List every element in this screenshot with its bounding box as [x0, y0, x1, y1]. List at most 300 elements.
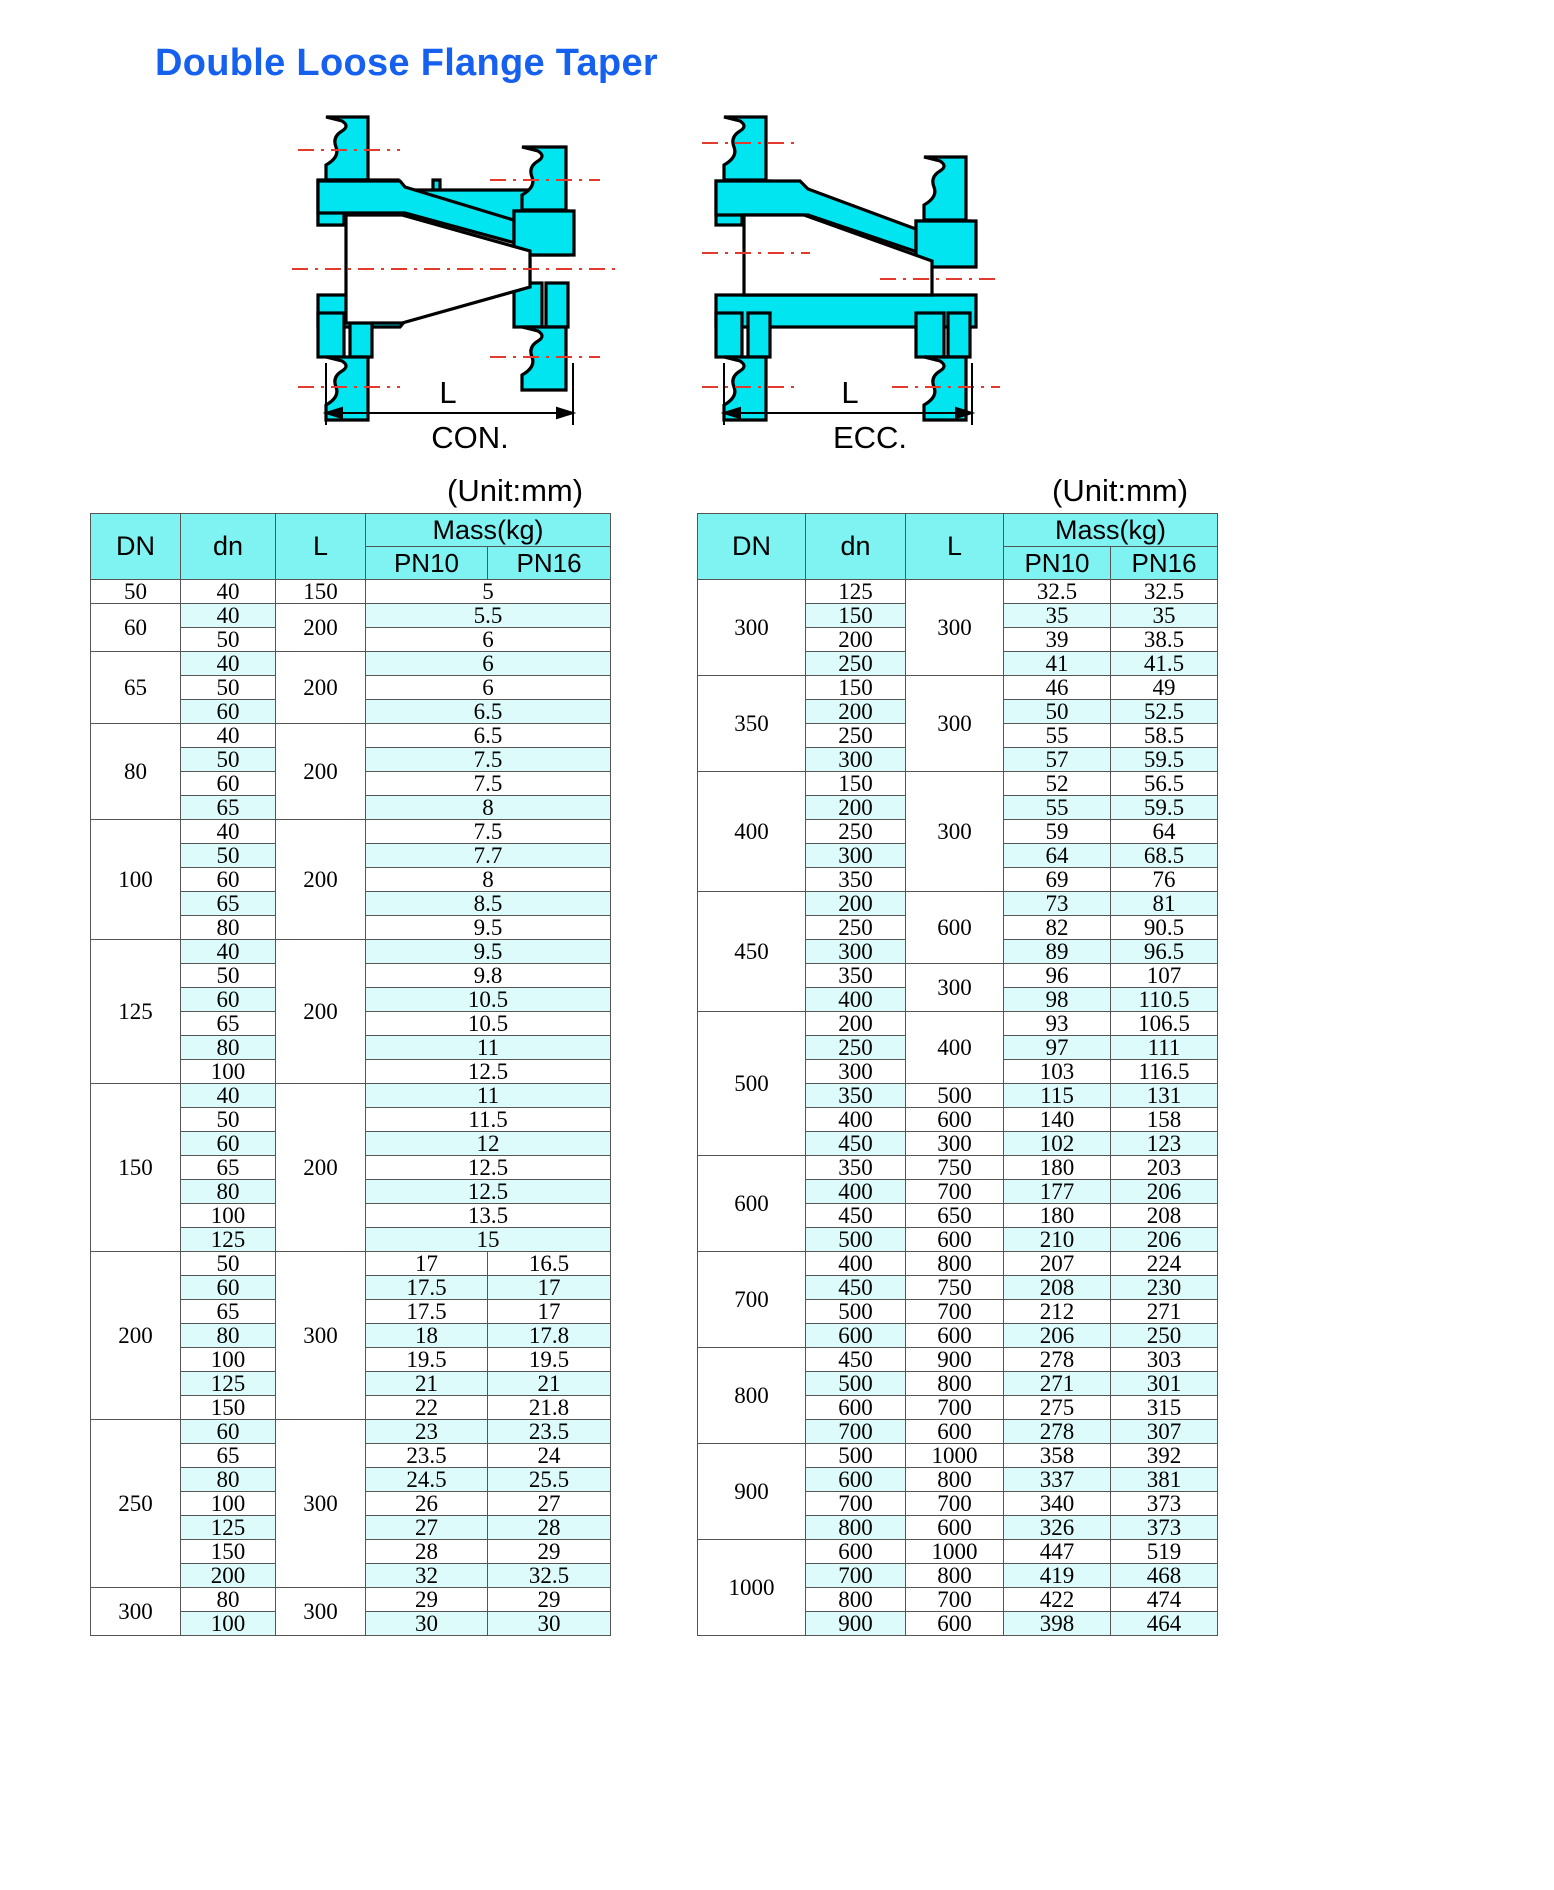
cell-dn-small: 80 [181, 1588, 276, 1612]
cell-mass-merged: 5.5 [366, 604, 611, 628]
cell-mass-pn10: 57 [1004, 748, 1111, 772]
cell-dn: 300 [91, 1588, 181, 1636]
cell-mass-pn10: 19.5 [366, 1348, 488, 1372]
cell-dn: 450 [698, 892, 806, 1012]
page-title: Double Loose Flange Taper [155, 42, 658, 84]
cell-mass-pn16: 32.5 [1111, 580, 1218, 604]
header-dn-small: dn [806, 514, 906, 580]
cell-dn-small: 200 [806, 628, 906, 652]
cell-mass-pn10: 46 [1004, 676, 1111, 700]
cell-mass-pn10: 278 [1004, 1348, 1111, 1372]
cell-dn-small: 50 [181, 676, 276, 700]
cell-dn-small: 250 [806, 916, 906, 940]
cell-dn-small: 100 [181, 1348, 276, 1372]
cell-dn-small: 60 [181, 988, 276, 1012]
cell-mass-pn10: 97 [1004, 1036, 1111, 1060]
cell-dn-small: 450 [806, 1132, 906, 1156]
cell-l: 700 [906, 1492, 1004, 1516]
cell-mass-pn10: 212 [1004, 1300, 1111, 1324]
header-pn16: PN16 [1111, 547, 1218, 580]
cell-dn: 800 [698, 1348, 806, 1444]
cell-mass-pn16: 206 [1111, 1180, 1218, 1204]
cell-mass-pn16: 35 [1111, 604, 1218, 628]
cell-mass-pn16: 381 [1111, 1468, 1218, 1492]
table-row [698, 676, 1218, 700]
cell-mass-merged: 12.5 [366, 1180, 611, 1204]
cell-mass-pn16: 307 [1111, 1420, 1218, 1444]
cell-dn-small: 350 [806, 868, 906, 892]
cell-dn-small: 150 [806, 676, 906, 700]
table-row [698, 580, 1218, 604]
cell-mass-pn10: 177 [1004, 1180, 1111, 1204]
cell-mass-pn10: 98 [1004, 988, 1111, 1012]
cell-mass-pn16: 68.5 [1111, 844, 1218, 868]
cell-mass-merged: 11.5 [366, 1108, 611, 1132]
table-row [698, 772, 1218, 796]
cell-mass-pn10: 23 [366, 1420, 488, 1444]
cell-mass-pn10: 50 [1004, 700, 1111, 724]
cell-dn-small: 150 [806, 604, 906, 628]
table-row [91, 1420, 611, 1444]
cell-dn-small: 150 [806, 772, 906, 796]
cell-mass-merged: 6 [366, 676, 611, 700]
cell-l: 400 [906, 1012, 1004, 1084]
cell-l: 600 [906, 1420, 1004, 1444]
cell-mass-pn10: 26 [366, 1492, 488, 1516]
cell-dn-small: 300 [806, 748, 906, 772]
cell-dn: 200 [91, 1252, 181, 1420]
cell-mass-pn10: 24.5 [366, 1468, 488, 1492]
cell-mass-pn10: 59 [1004, 820, 1111, 844]
cell-dn-small: 40 [181, 820, 276, 844]
cell-dn-small: 65 [181, 1300, 276, 1324]
cell-dn-small: 40 [181, 652, 276, 676]
cell-mass-pn10: 27 [366, 1516, 488, 1540]
table-right-head [698, 514, 1218, 580]
cell-mass-pn16: 30 [488, 1612, 611, 1636]
cell-dn-small: 65 [181, 796, 276, 820]
cell-mass-pn16: 111 [1111, 1036, 1218, 1060]
cell-mass-merged: 5 [366, 580, 611, 604]
cell-dn-small: 350 [806, 1156, 906, 1180]
cell-l: 1000 [906, 1540, 1004, 1564]
cell-mass-pn16: 16.5 [488, 1252, 611, 1276]
cell-dn: 300 [698, 580, 806, 676]
cell-mass-pn16: 208 [1111, 1204, 1218, 1228]
cell-mass-pn10: 398 [1004, 1612, 1111, 1636]
cell-l: 500 [906, 1084, 1004, 1108]
con-dim-label: L [439, 375, 457, 410]
cell-dn-small: 50 [181, 1252, 276, 1276]
cell-mass-pn10: 422 [1004, 1588, 1111, 1612]
cell-mass-pn16: 21 [488, 1372, 611, 1396]
cell-l: 800 [906, 1372, 1004, 1396]
cell-mass-merged: 8 [366, 796, 611, 820]
cell-mass-pn16: 59.5 [1111, 748, 1218, 772]
cell-mass-pn16: 131 [1111, 1084, 1218, 1108]
cell-l: 1000 [906, 1444, 1004, 1468]
cell-dn-small: 350 [806, 1084, 906, 1108]
cell-dn-small: 50 [181, 844, 276, 868]
header-l: L [906, 514, 1004, 580]
cell-mass-pn10: 210 [1004, 1228, 1111, 1252]
cell-mass-merged: 11 [366, 1036, 611, 1060]
cell-dn-small: 60 [181, 700, 276, 724]
cell-l: 300 [276, 1588, 366, 1636]
cell-dn: 50 [91, 580, 181, 604]
cell-mass-merged: 12 [366, 1132, 611, 1156]
cell-mass-pn10: 447 [1004, 1540, 1111, 1564]
cell-mass-pn10: 55 [1004, 796, 1111, 820]
cell-mass-pn10: 180 [1004, 1204, 1111, 1228]
cell-mass-pn16: 123 [1111, 1132, 1218, 1156]
cell-dn-small: 150 [181, 1396, 276, 1420]
cell-l: 700 [906, 1300, 1004, 1324]
cell-l: 900 [906, 1348, 1004, 1372]
cell-dn: 600 [698, 1156, 806, 1252]
cell-mass-pn10: 55 [1004, 724, 1111, 748]
cell-dn-small: 60 [181, 772, 276, 796]
cell-mass-pn16: 38.5 [1111, 628, 1218, 652]
cell-dn-small: 65 [181, 1012, 276, 1036]
cell-mass-pn16: 17 [488, 1300, 611, 1324]
cell-mass-pn16: 81 [1111, 892, 1218, 916]
cell-mass-pn16: 58.5 [1111, 724, 1218, 748]
table-row [91, 940, 611, 964]
cell-l: 800 [906, 1468, 1004, 1492]
header-dn: DN [698, 514, 806, 580]
cell-mass-merged: 9.8 [366, 964, 611, 988]
cell-mass-pn10: 82 [1004, 916, 1111, 940]
cell-dn-small: 200 [806, 892, 906, 916]
cell-l: 750 [906, 1156, 1004, 1180]
cell-dn-small: 50 [181, 964, 276, 988]
cell-dn: 125 [91, 940, 181, 1084]
cell-mass-pn10: 326 [1004, 1516, 1111, 1540]
table-row [91, 1588, 611, 1612]
cell-mass-pn16: 29 [488, 1540, 611, 1564]
cell-mass-pn10: 41 [1004, 652, 1111, 676]
cell-mass-pn16: 21.8 [488, 1396, 611, 1420]
cell-mass-pn10: 32 [366, 1564, 488, 1588]
cell-l: 750 [906, 1276, 1004, 1300]
cell-dn: 80 [91, 724, 181, 820]
cell-dn-small: 60 [181, 1420, 276, 1444]
cell-mass-pn16: 59.5 [1111, 796, 1218, 820]
unit-note-right: (Unit:mm) [1052, 473, 1189, 508]
cell-mass-merged: 8.5 [366, 892, 611, 916]
cell-dn-small: 200 [181, 1564, 276, 1588]
cell-mass-pn10: 21 [366, 1372, 488, 1396]
cell-dn-small: 40 [181, 1084, 276, 1108]
cell-dn-small: 500 [806, 1300, 906, 1324]
cell-mass-pn10: 337 [1004, 1468, 1111, 1492]
cell-mass-pn16: 230 [1111, 1276, 1218, 1300]
cell-mass-pn16: 96.5 [1111, 940, 1218, 964]
table-row [91, 1084, 611, 1108]
cell-mass-merged: 12.5 [366, 1156, 611, 1180]
cell-dn-small: 80 [181, 916, 276, 940]
cell-mass-pn16: 271 [1111, 1300, 1218, 1324]
table-row [698, 1348, 1218, 1372]
cell-mass-merged: 7.7 [366, 844, 611, 868]
cell-mass-merged: 6 [366, 652, 611, 676]
cell-l: 650 [906, 1204, 1004, 1228]
cell-mass-pn16: 203 [1111, 1156, 1218, 1180]
cell-mass-pn10: 89 [1004, 940, 1111, 964]
cell-dn-small: 400 [806, 1180, 906, 1204]
cell-dn-small: 40 [181, 604, 276, 628]
cell-l: 600 [906, 1612, 1004, 1636]
cell-mass-merged: 9.5 [366, 940, 611, 964]
cell-mass-pn16: 29 [488, 1588, 611, 1612]
cell-mass-pn10: 206 [1004, 1324, 1111, 1348]
cell-mass-pn10: 23.5 [366, 1444, 488, 1468]
cell-mass-merged: 11 [366, 1084, 611, 1108]
cell-l: 200 [276, 652, 366, 724]
cell-dn-small: 250 [806, 820, 906, 844]
cell-dn-small: 100 [181, 1612, 276, 1636]
cell-mass-pn16: 32.5 [488, 1564, 611, 1588]
cell-mass-pn10: 93 [1004, 1012, 1111, 1036]
table-row [698, 1540, 1218, 1564]
cell-mass-pn16: 206 [1111, 1228, 1218, 1252]
cell-mass-pn16: 224 [1111, 1252, 1218, 1276]
cell-mass-pn16: 28 [488, 1516, 611, 1540]
cell-mass-pn16: 56.5 [1111, 772, 1218, 796]
cell-mass-pn16: 519 [1111, 1540, 1218, 1564]
cell-dn: 250 [91, 1420, 181, 1588]
cell-mass-pn10: 29 [366, 1588, 488, 1612]
cell-dn-small: 400 [806, 1252, 906, 1276]
cell-dn-small: 300 [806, 940, 906, 964]
table-row [698, 1156, 1218, 1180]
cell-l: 300 [276, 1252, 366, 1420]
cell-dn-small: 500 [806, 1372, 906, 1396]
cell-l: 800 [906, 1252, 1004, 1276]
cell-dn-small: 80 [181, 1036, 276, 1060]
cell-dn-small: 50 [181, 628, 276, 652]
table-left-head [91, 514, 611, 580]
cell-dn: 900 [698, 1444, 806, 1540]
table-left-body [91, 580, 611, 1636]
unit-note-left: (Unit:mm) [447, 473, 584, 508]
cell-dn-small: 500 [806, 1228, 906, 1252]
cell-dn-small: 800 [806, 1588, 906, 1612]
cell-mass-pn16: 64 [1111, 820, 1218, 844]
cell-dn: 400 [698, 772, 806, 892]
cell-mass-merged: 12.5 [366, 1060, 611, 1084]
cell-mass-pn16: 250 [1111, 1324, 1218, 1348]
cell-mass-pn16: 373 [1111, 1492, 1218, 1516]
cell-dn: 700 [698, 1252, 806, 1348]
cell-mass-pn10: 207 [1004, 1252, 1111, 1276]
cell-l: 300 [276, 1420, 366, 1588]
cell-mass-pn10: 103 [1004, 1060, 1111, 1084]
cell-mass-merged: 15 [366, 1228, 611, 1252]
header-pn10: PN10 [1004, 547, 1111, 580]
cell-dn: 100 [91, 820, 181, 940]
cell-dn-small: 80 [181, 1324, 276, 1348]
cell-dn-small: 40 [181, 724, 276, 748]
cell-mass-pn10: 22 [366, 1396, 488, 1420]
cell-mass-merged: 6.5 [366, 724, 611, 748]
cell-l: 600 [906, 1228, 1004, 1252]
cell-mass-pn16: 90.5 [1111, 916, 1218, 940]
cell-dn-small: 200 [806, 700, 906, 724]
cell-mass-pn16: 52.5 [1111, 700, 1218, 724]
cell-dn-small: 60 [181, 1132, 276, 1156]
cell-dn-small: 50 [181, 748, 276, 772]
cell-mass-merged: 7.5 [366, 772, 611, 796]
cell-mass-merged: 7.5 [366, 820, 611, 844]
cell-mass-pn10: 275 [1004, 1396, 1111, 1420]
cell-l: 600 [906, 1108, 1004, 1132]
cell-l: 150 [276, 580, 366, 604]
cell-mass-pn16: 301 [1111, 1372, 1218, 1396]
cell-mass-pn16: 107 [1111, 964, 1218, 988]
cell-dn-small: 100 [181, 1060, 276, 1084]
cell-dn: 60 [91, 604, 181, 652]
cell-mass-pn16: 464 [1111, 1612, 1218, 1636]
cell-dn-small: 40 [181, 940, 276, 964]
cell-mass-pn16: 468 [1111, 1564, 1218, 1588]
cell-l: 600 [906, 1516, 1004, 1540]
con-caption: CON. [431, 420, 509, 455]
cell-mass-pn10: 30 [366, 1612, 488, 1636]
header-mass: Mass(kg) [366, 514, 611, 547]
cell-dn-small: 80 [181, 1468, 276, 1492]
table-row [91, 1252, 611, 1276]
cell-dn-small: 450 [806, 1276, 906, 1300]
cell-dn-small: 200 [806, 796, 906, 820]
table-row [91, 580, 611, 604]
cell-dn-small: 80 [181, 1180, 276, 1204]
cell-dn-small: 450 [806, 1204, 906, 1228]
cell-l: 200 [276, 940, 366, 1084]
cell-l: 800 [906, 1564, 1004, 1588]
cell-mass-pn16: 158 [1111, 1108, 1218, 1132]
cell-dn-small: 300 [806, 844, 906, 868]
table-row [698, 1012, 1218, 1036]
cell-dn-small: 600 [806, 1540, 906, 1564]
header-dn-small: dn [181, 514, 276, 580]
table-row [91, 652, 611, 676]
cell-mass-pn10: 180 [1004, 1156, 1111, 1180]
cell-l: 200 [276, 724, 366, 820]
cell-dn-small: 600 [806, 1396, 906, 1420]
cell-mass-pn16: 49 [1111, 676, 1218, 700]
spec-table-right [697, 513, 1218, 1636]
cell-l: 300 [906, 676, 1004, 772]
cell-mass-pn16: 76 [1111, 868, 1218, 892]
cell-l: 300 [906, 964, 1004, 1012]
cell-dn: 500 [698, 1012, 806, 1156]
cell-mass-pn16: 27 [488, 1492, 611, 1516]
cell-dn-small: 900 [806, 1612, 906, 1636]
cell-dn-small: 700 [806, 1564, 906, 1588]
cell-dn-small: 350 [806, 964, 906, 988]
cell-dn-small: 450 [806, 1348, 906, 1372]
table-row [91, 820, 611, 844]
cell-mass-pn16: 24 [488, 1444, 611, 1468]
cell-l: 300 [906, 1132, 1004, 1156]
cell-mass-pn10: 358 [1004, 1444, 1111, 1468]
cell-dn-small: 600 [806, 1468, 906, 1492]
cell-mass-pn10: 28 [366, 1540, 488, 1564]
cell-dn-small: 60 [181, 868, 276, 892]
spec-table-left-wrapper [90, 513, 610, 1636]
cell-mass-pn10: 208 [1004, 1276, 1111, 1300]
cell-mass-pn16: 41.5 [1111, 652, 1218, 676]
cell-l: 200 [276, 820, 366, 940]
cell-dn: 1000 [698, 1540, 806, 1636]
table-row [698, 1252, 1218, 1276]
cell-mass-pn16: 474 [1111, 1588, 1218, 1612]
header-dn: DN [91, 514, 181, 580]
cell-l: 600 [906, 892, 1004, 964]
cell-mass-merged: 10.5 [366, 988, 611, 1012]
cell-mass-merged: 6.5 [366, 700, 611, 724]
cell-dn-small: 500 [806, 1444, 906, 1468]
cell-l: 300 [906, 580, 1004, 676]
header-pn16: PN16 [488, 547, 611, 580]
cell-l: 600 [906, 1324, 1004, 1348]
cell-mass-pn16: 315 [1111, 1396, 1218, 1420]
cell-mass-pn10: 419 [1004, 1564, 1111, 1588]
cell-dn-small: 60 [181, 1276, 276, 1300]
cell-mass-pn16: 17.8 [488, 1324, 611, 1348]
header-l: L [276, 514, 366, 580]
cell-dn-small: 125 [181, 1372, 276, 1396]
header-pn10: PN10 [366, 547, 488, 580]
cell-dn-small: 65 [181, 1156, 276, 1180]
spec-table-left [90, 513, 611, 1636]
cell-l: 200 [276, 604, 366, 652]
cell-dn-small: 400 [806, 1108, 906, 1132]
cell-dn-small: 100 [181, 1204, 276, 1228]
cell-dn-small: 150 [181, 1540, 276, 1564]
cell-dn-small: 200 [806, 1012, 906, 1036]
cell-dn-small: 40 [181, 580, 276, 604]
cell-dn-small: 125 [181, 1228, 276, 1252]
cell-l: 300 [906, 772, 1004, 892]
cell-dn-small: 65 [181, 892, 276, 916]
cell-mass-pn16: 23.5 [488, 1420, 611, 1444]
cell-mass-pn10: 64 [1004, 844, 1111, 868]
cell-mass-pn10: 69 [1004, 868, 1111, 892]
table-row [91, 724, 611, 748]
cell-mass-pn16: 25.5 [488, 1468, 611, 1492]
cell-mass-pn10: 18 [366, 1324, 488, 1348]
cell-mass-pn10: 340 [1004, 1492, 1111, 1516]
table-right-body [698, 580, 1218, 1636]
cell-mass-pn10: 39 [1004, 628, 1111, 652]
cell-mass-pn10: 17.5 [366, 1276, 488, 1300]
cell-dn-small: 100 [181, 1492, 276, 1516]
cell-mass-pn16: 373 [1111, 1516, 1218, 1540]
cell-dn-small: 50 [181, 1108, 276, 1132]
table-row [91, 604, 611, 628]
cell-mass-pn16: 392 [1111, 1444, 1218, 1468]
ecc-caption: ECC. [832, 420, 908, 455]
cell-mass-pn16: 19.5 [488, 1348, 611, 1372]
cell-mass-pn10: 140 [1004, 1108, 1111, 1132]
cell-mass-pn16: 303 [1111, 1348, 1218, 1372]
spec-table-right-wrapper [697, 513, 1217, 1636]
cell-mass-pn10: 35 [1004, 604, 1111, 628]
cell-dn-small: 125 [181, 1516, 276, 1540]
